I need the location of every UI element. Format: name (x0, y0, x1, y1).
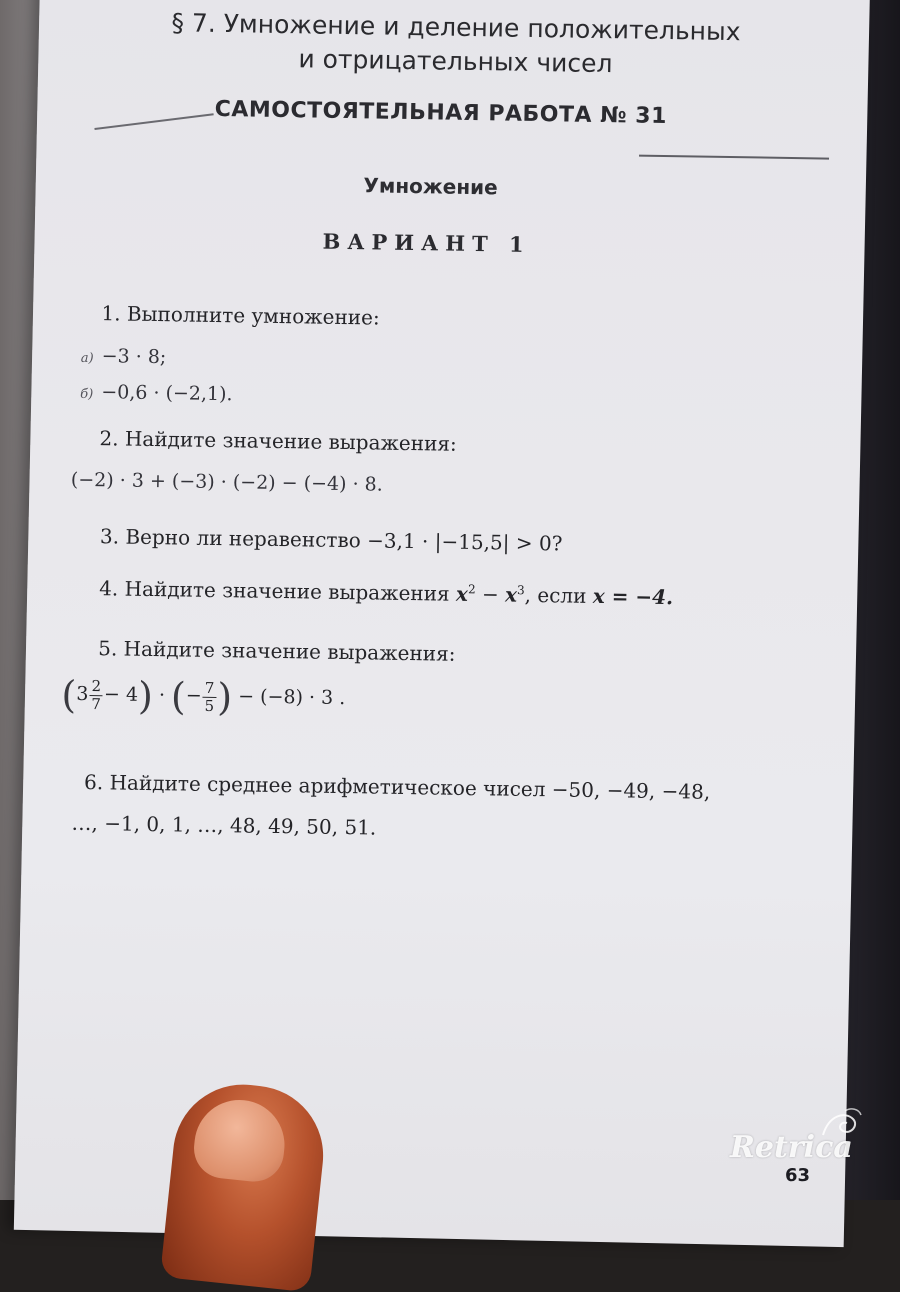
task-5-minus-4: − 4 (103, 683, 139, 706)
task-1a-expr: −3 · 8; (101, 345, 167, 369)
task-1b-label: б) (80, 386, 94, 403)
title-rule-right (639, 155, 829, 160)
task-4-var-2: x (504, 582, 518, 607)
fraction-7-5-num: 7 (203, 679, 217, 697)
topic-title: Умножение (363, 173, 498, 200)
fraction-2-7 (89, 678, 103, 713)
task-4-exp-1: 2 (467, 582, 476, 597)
task-4-minus: − (475, 582, 506, 607)
paren-close-1: ) (137, 673, 154, 719)
task-5-whole: 3 (76, 682, 89, 706)
task-1a (81, 345, 167, 368)
page-content (17, 0, 867, 1245)
variant-title: ВАРИАНТ 1 (322, 228, 531, 257)
task-1: 1. Выполните умножение: (101, 301, 380, 330)
section-line-1: § 7. Умножение и деление положительных (171, 8, 741, 47)
section-line-2: и отрицательных чисел (298, 44, 613, 79)
task-1b-expr: −0,6 · (−2,1). (101, 381, 233, 406)
task-4-suffix: , если (524, 582, 593, 608)
paren-open-2: ( (170, 674, 187, 719)
task-1b (80, 381, 233, 405)
task-4 (99, 576, 673, 609)
task-4-prefix: 4. Найдите значение выражения (98, 576, 457, 606)
paren-close-2: ) (216, 675, 233, 720)
task-5-expression (61, 673, 345, 721)
work-title: САМОСТОЯТЕЛЬНАЯ РАБОТА № 31 (214, 96, 668, 130)
fraction-7-5-den: 5 (204, 696, 215, 715)
title-rule-left (94, 113, 213, 130)
task-2-expr: (−2) · 3 + (−3) · (−2) − (−4) · 8. (70, 468, 383, 496)
task-6-line-2: …, −1, 0, 1, …, 48, 49, 50, 51. (71, 810, 377, 840)
task-2: 2. Найдите значение выражения: (99, 426, 457, 456)
task-5-tail: − (−8) · 3 . (237, 685, 346, 710)
task-5-dot: · (158, 684, 166, 707)
task-5: 5. Найдите значение выражения: (98, 636, 456, 666)
task-4-exp-2: 3 (516, 583, 525, 598)
fraction-2-7-num: 2 (89, 678, 103, 696)
textbook-page (14, 0, 870, 1247)
task-6-line-1: 6. Найдите среднее арифметическое чисел −50, −49, −48, (83, 769, 711, 804)
task-4-var-1: x (455, 581, 469, 606)
paren-open-1: ( (61, 672, 77, 717)
fraction-2-7-den: 7 (91, 694, 101, 713)
page-number: 63 (785, 1165, 811, 1186)
fraction-7-5 (202, 679, 216, 714)
task-5-neg: − (185, 684, 202, 707)
task-4-condition: x = −4. (592, 583, 674, 610)
task-3: 3. Верно ли неравенство −3,1 · |−15,5| > 0? (99, 524, 563, 556)
watermark: Retrica (730, 1130, 853, 1165)
task-1a-label: а) (80, 350, 94, 367)
section-heading (155, 6, 756, 83)
